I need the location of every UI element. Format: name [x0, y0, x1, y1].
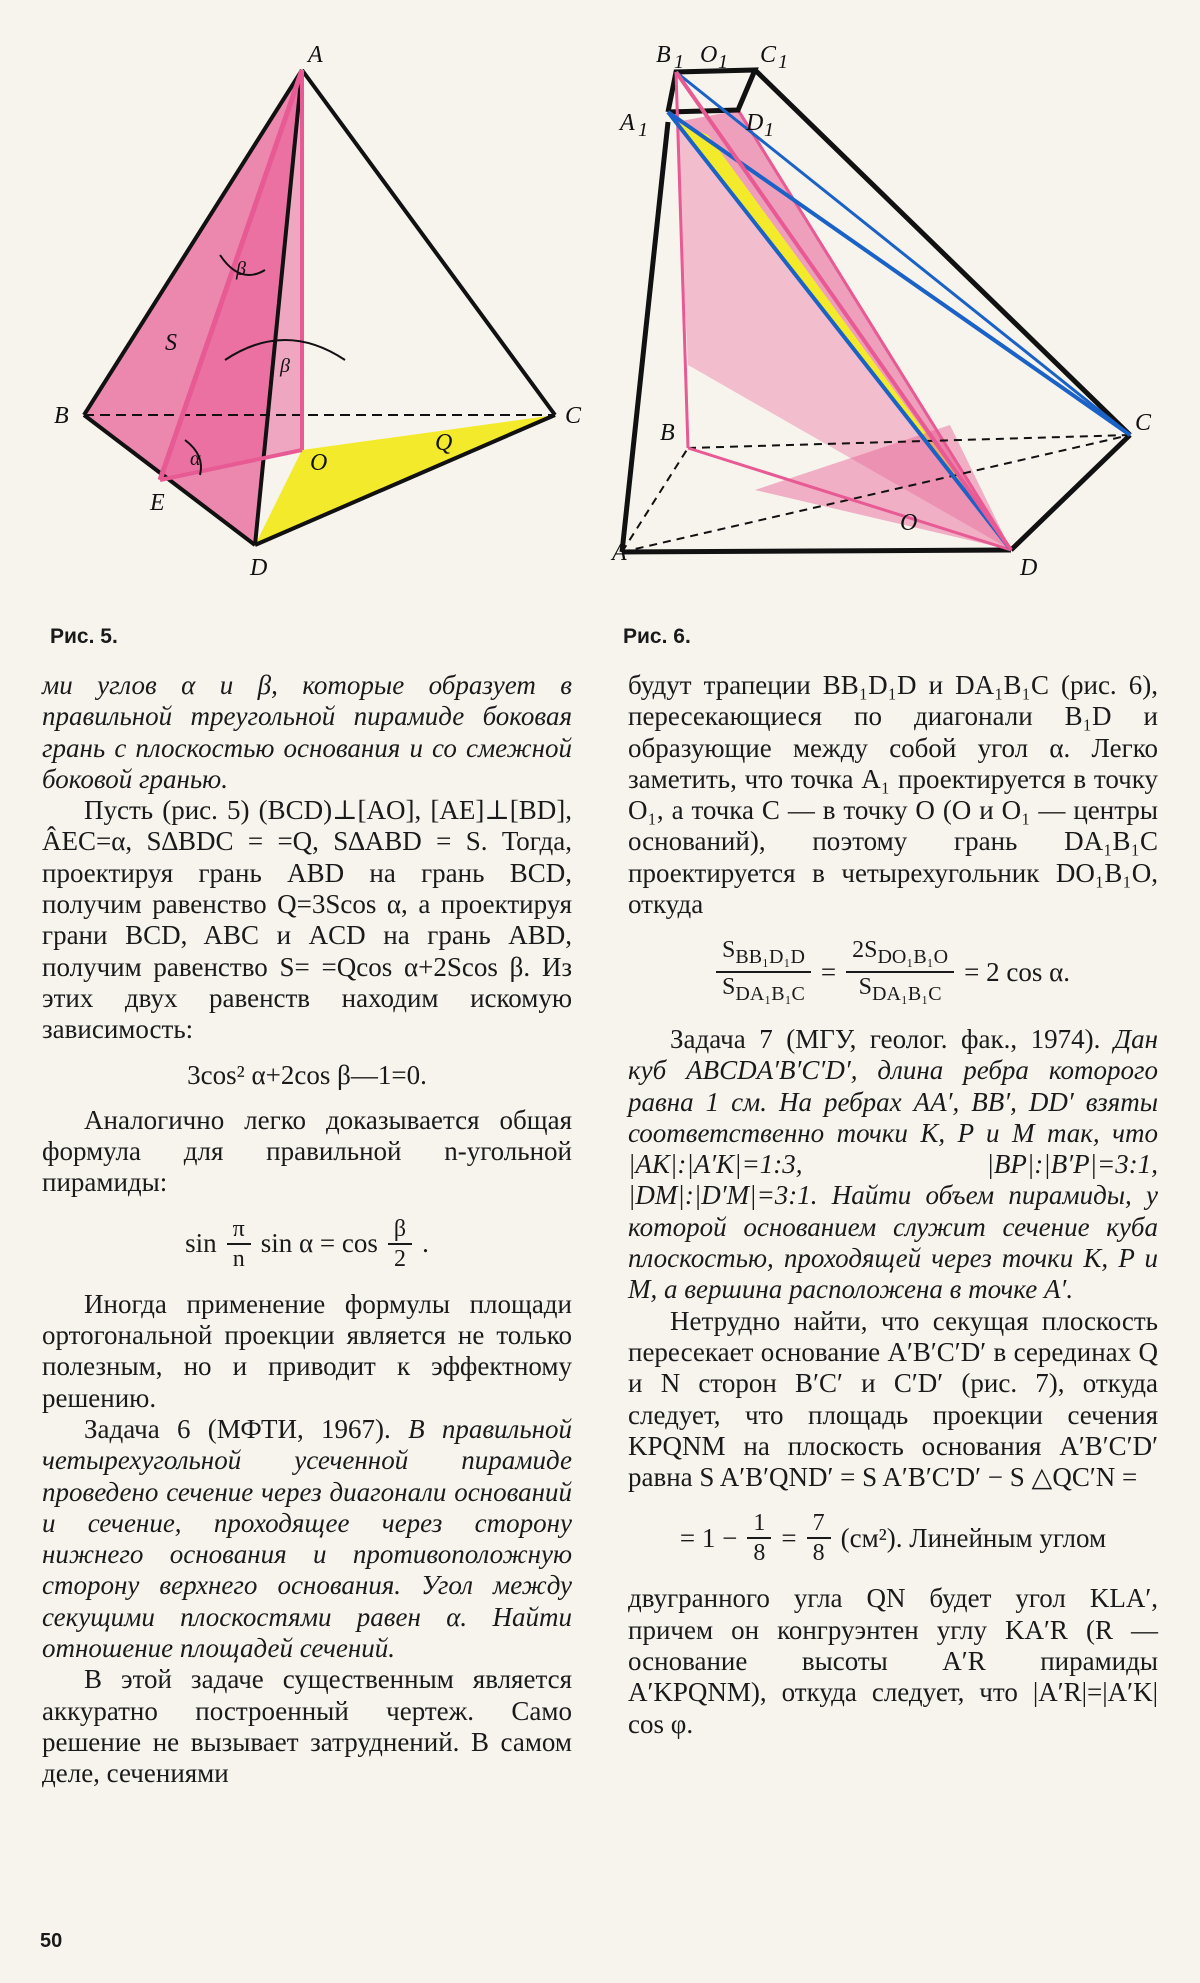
label-d1-sub: 1 — [764, 119, 774, 141]
edge-a-a1 — [622, 122, 668, 552]
edge-d-c — [1011, 435, 1130, 550]
label-o: O — [900, 510, 918, 536]
area-1-num-sub: BB₁D₁D — [735, 946, 805, 969]
paragraph-fig5-proof: Пусть (рис. 5) (BCD)⊥[AO], [AE]⊥[BD], ÂEC=α, S∆BDC = =Q, S∆ABD = S. Тогда, проектируя грань ABD на грань BCD, получим равенство Q=3Scos α, а проектируя грани BCD, ABC и ACD на грань ABD, получим равенство S= =Qcos α+2Scos β. Из этих двух равенств находим искомую зависимость: — [42, 795, 572, 1045]
area-2-den-sub: DA₁B₁C — [872, 982, 942, 1005]
ratio-result: = 2 cos α. — [964, 956, 1070, 987]
area-1-den-s: S — [722, 974, 736, 1001]
area-result-end: (см²). Линейным углом — [840, 1522, 1107, 1553]
fraction-beta-2-num: β — [388, 1215, 412, 1245]
label-o: O — [310, 450, 328, 476]
formula-area-ratio — [628, 936, 1158, 1008]
page-number: 50 — [40, 1930, 63, 1952]
label-beta-2: β — [280, 355, 290, 377]
area-1-num-s: S — [722, 937, 736, 964]
fraction-pi-n — [227, 1215, 251, 1273]
formula-n-gon-end: . — [422, 1228, 429, 1259]
label-c: C — [565, 403, 582, 429]
label-b1-sub: 1 — [674, 51, 684, 73]
fraction-1-8-num: 1 — [747, 1509, 771, 1539]
label-d: D — [250, 555, 268, 581]
edge-ac — [302, 70, 555, 415]
fraction-area-2 — [846, 936, 954, 1008]
label-c1: C — [760, 42, 777, 68]
formula-cos-relation: 3cos² α+2cos β—1=0. — [187, 1059, 427, 1090]
label-o1-sub: 1 — [718, 51, 728, 73]
label-a: A — [612, 540, 627, 566]
figure-5-pyramid — [40, 30, 580, 590]
fraction-area-2-den — [853, 973, 948, 1008]
paragraph-problem-7 — [628, 1024, 1158, 1306]
formula-n-gon-pre: sin — [185, 1228, 217, 1259]
area-2-num-sub: DO₁B₁O — [877, 946, 949, 969]
area-result-pre: = 1 − — [679, 1522, 738, 1553]
label-a1: A — [620, 110, 635, 136]
fraction-area-1-den — [716, 973, 811, 1008]
label-alpha: α — [190, 448, 201, 470]
edge-a-d — [622, 550, 1011, 552]
label-b: B — [660, 420, 675, 446]
label-q: Q — [435, 430, 453, 456]
left-text-column — [42, 670, 572, 1790]
label-o1: O — [700, 42, 718, 68]
formula-n-gon-mid: sin α = cos — [260, 1228, 378, 1259]
label-s: S — [165, 330, 177, 356]
label-b: B — [54, 403, 69, 429]
paragraph-projection-usefulness: Иногда применение формулы площади ортогональной проекции является не только полезным, но и приводит к эффектному решению. — [42, 1288, 572, 1413]
problem-6-heading: Задача 6 (МФТИ, 1967). — [84, 1413, 391, 1444]
area-2-den-s: S — [858, 974, 873, 1001]
label-c1-sub: 1 — [778, 51, 788, 73]
label-b1: B — [656, 42, 671, 68]
fraction-7-8-num: 7 — [807, 1509, 831, 1539]
label-d: D — [1020, 555, 1038, 581]
label-a1-sub: 1 — [638, 119, 648, 141]
fraction-beta-2-den: 2 — [394, 1245, 406, 1272]
fraction-7-8 — [807, 1509, 831, 1567]
paragraph-dihedral-angle: двугранного угла QN будет угол KLA′, причем он конгруэнтен углу KA′R (R — основание высоты A′R пирамиды A′KPQNM), откуда следует, что |A′R|=|A′K| cos φ. — [628, 1583, 1158, 1739]
formula-n-gon — [42, 1215, 572, 1273]
fraction-area-1 — [716, 936, 811, 1008]
label-c: C — [1135, 410, 1152, 436]
problem-7-heading: Задача 7 (МГУ, геолог. фак., 1974). — [670, 1023, 1101, 1054]
ratio-equals-1: = — [820, 956, 837, 987]
area-1-den-sub: DA₁B₁C — [735, 982, 805, 1005]
fraction-7-8-den: 8 — [812, 1540, 825, 1567]
fraction-pi-n-num: π — [227, 1215, 251, 1245]
fraction-area-2-num — [846, 936, 954, 973]
fraction-area-1-num — [716, 936, 811, 973]
formula-area-result — [628, 1509, 1158, 1567]
paragraph-sections-trapezoids: будут трапеции BB₁D₁D и DA₁B₁C (рис. 6), пересекающиеся по диагонали B₁D и образующие между собой угол α. Легко заметить, что точка A₁ проектируется в точку O₁, а точка C — в точку O (O и O₁ — центры оснований), поэтому грань DA₁B₁C проектируется в четырехугольник DO₁B₁O, откуда — [628, 670, 1158, 920]
fraction-1-8 — [747, 1509, 771, 1567]
paragraph-intro-continuation: ми углов α и β, которые образует в правильной треугольной пирамиде боковая грань с плоскостью основания и со смежной боковой гранью. — [42, 670, 572, 794]
label-beta-1: β — [236, 258, 246, 280]
paragraph-problem-7-solution: Нетрудно найти, что секущая плоскость пересекает основание A′B′C′D′ в серединах Q и N сторон B′C′ и C′D′ (рис. 7), откуда следует, что площадь проекции сечения KPQNM на плоскость основания A′B′C′D′ равна S A′B′QND′ = S A′B′C′D′ − S △QC′N = — [628, 1305, 1158, 1493]
label-e: E — [150, 490, 165, 516]
paragraph-general-formula: Аналогично легко доказывается общая формула для правильной n-угольной пирамиды: — [42, 1104, 572, 1198]
problem-7-statement: Дан куб ABCDA′B′C′D′, длина ребра которого равна 1 см. На ребрах AA′, BB′, DD′ взяты соответственно точки K, P и M так, что |AK|:|A′K|=1:3, |BP|:|B′P|=3:1, |DM|:|D′M|=3:1. Найти объем пирамиды, у которой основанием служит сечение куба плоскостью, проходящей через точки K, P и M, а вершина расположена в точке A′. — [628, 1023, 1158, 1305]
area-result-mid: = — [781, 1522, 797, 1553]
label-a: A — [308, 42, 323, 68]
figure-6-frustum — [612, 30, 1160, 590]
fraction-pi-n-den: n — [232, 1245, 245, 1272]
figure-5-caption: Рис. 5. — [50, 625, 118, 648]
figure-6-caption: Рис. 6. — [623, 625, 691, 648]
right-text-column — [628, 670, 1158, 1740]
fraction-1-8-den: 8 — [753, 1540, 766, 1567]
problem-6-statement: В правильной четырехугольной усеченной пирамиде проведено сечение через диагонали оснований и сечение, проходящее через сторону нижнего основания и противоположную сторону верхнего основания. Угол между секущими плоскостями равен α. Найти отношение площадей сечений. — [42, 1413, 572, 1664]
paragraph-problem-6 — [42, 1414, 572, 1664]
fraction-beta-2 — [388, 1215, 412, 1273]
area-2-num-s: 2S — [852, 937, 878, 964]
paragraph-problem-6-solution: В этой задаче существенным является аккуратно построенный чертеж. Само решение не вызывает затруднений. В самом деле, сечениями — [42, 1664, 572, 1789]
label-d1: D — [746, 110, 764, 136]
